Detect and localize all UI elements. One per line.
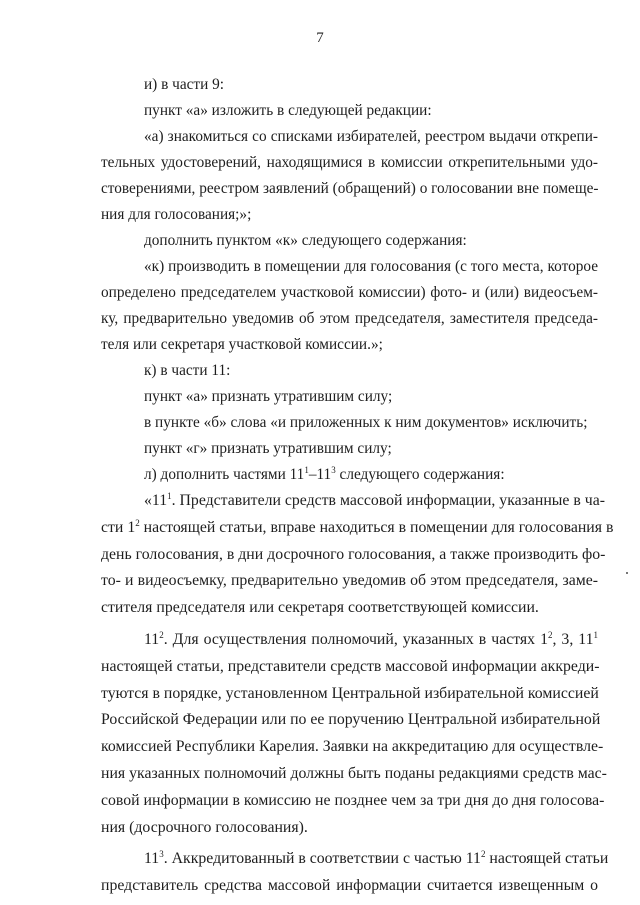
text-line: «к) производить в помещении для голосования (с того места, которое	[144, 258, 598, 275]
text-line: тельных удостоверений, находящимися в комиссии открепительными удо-	[101, 154, 598, 171]
text-line: стителя председателя или секретаря соответствующей комиссии.	[101, 599, 539, 617]
text-line: сти $1^2$ настоящей статьи, вправе находиться в помещении для голосования в	[101, 517, 614, 536]
text-line: теля или секретаря участковой комиссии.»;	[101, 336, 383, 353]
text-line: день голосования, в дни досрочного голосования, а также производить фо-	[101, 545, 606, 563]
text-line: настоящей статьи, представители средств массовой информации аккреди-	[101, 657, 600, 675]
document-body	[101, 72, 614, 900]
text-line: пункт «а» изложить в следующей редакции:	[144, 102, 432, 119]
text-line: стоверениями, реестром заявлений (обращений) о голосовании вне помеще-	[101, 180, 599, 197]
text-line: ния для голосования;»;	[101, 206, 252, 223]
page-number: 7	[316, 30, 324, 46]
text-line: дополнить пунктом «к» следующего содержания:	[144, 232, 467, 249]
text-line: $11^2$. Для осуществления полномочий, указанных в частях $1^2$, 3, $11^1$	[144, 629, 598, 648]
text-line: в пункте «б» слова «и приложенных к ним документов» исключить;	[144, 414, 588, 431]
text-line: то- и видеосъемку, предварительно уведомив об этом председателя, заме-	[101, 572, 598, 590]
text-line: ния (досрочного голосования).	[101, 818, 308, 836]
text-line: л) дополнить частями $11^1-11^3$ следующего содержания:	[144, 465, 505, 483]
text-line: комиссией Республики Карелия. Заявки на аккредитацию для осуществле-	[101, 738, 604, 756]
text-line: представитель средства массовой информации считается извещенным о	[101, 877, 598, 895]
text-line: Российской Федерации или по ее поручению Центральной избирательной	[101, 711, 601, 729]
text-line: ку, предварительно уведомив об этом председателя, заместителя председа-	[101, 310, 598, 327]
text-line: туются в порядке, установленном Центральной избирательной комиссией	[101, 684, 599, 702]
scan-speck	[626, 572, 628, 574]
text-line: пункт «а» признать утратившим силу;	[144, 388, 393, 405]
text-line: и) в части 9:	[144, 76, 225, 93]
text-line: определено председателем участковой комиссии) фото- и (или) видеосъем-	[101, 284, 598, 301]
text-line: $11^3$. Аккредитованный в соответствии с частью $11^2$ настоящей статьи	[144, 849, 609, 868]
text-line: «а) знакомиться со списками избирателей, реестром выдачи открепи-	[144, 128, 598, 145]
text-line: к) в части 11:	[144, 362, 231, 379]
text-line: «$11^1$. Представители средств массовой информации, указанные в ча-	[144, 491, 605, 509]
text-line: совой информации в комиссию не позднее чем за три дня до дня голосова-	[101, 791, 605, 809]
text-line: пункт «г» признать утратившим силу;	[144, 440, 392, 457]
text-line: ния указанных полномочий должны быть поданы редакциями средств мас-	[101, 764, 607, 782]
